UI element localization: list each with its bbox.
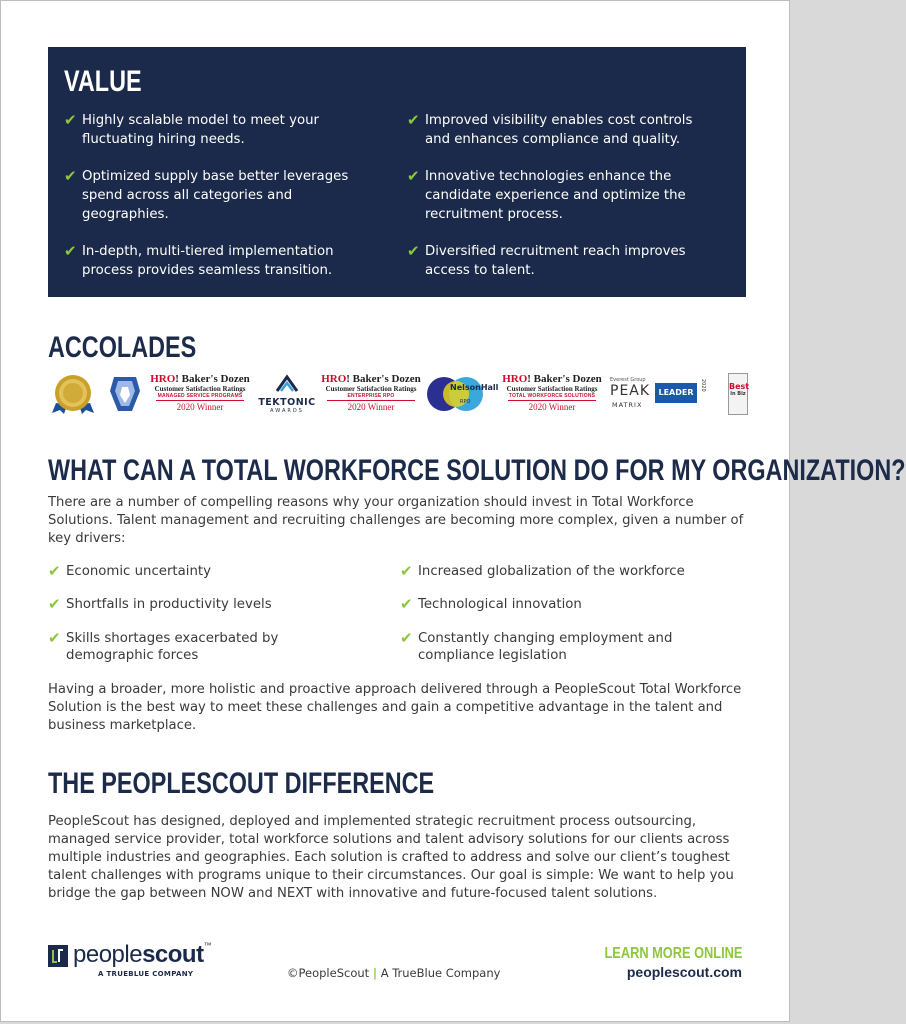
best-in-biz-badge: Best in Biz <box>728 373 748 415</box>
gold-seal-award-icon <box>48 373 98 415</box>
peak-matrix-badge: Everest Group PEAK MATRIX LEADER 2020 <box>610 377 706 409</box>
value-item: ✔ In-depth, multi-tiered implementation process provides seamless transition. <box>64 242 334 278</box>
logo-tagline: A TRUEBLUE COMPANY <box>98 970 194 978</box>
learn-more-label: LEARN MORE ONLINE <box>604 945 742 962</box>
driver-item: ✔ Constantly changing employment and compliance legislation <box>400 629 673 663</box>
checkmark-icon: ✔ <box>407 242 420 260</box>
nelsonhall-badge: NelsonHall RPO <box>426 373 498 415</box>
value-item: ✔ Optimized supply base better leverages spend across all categories and geographies. <box>64 167 349 222</box>
question-intro: There are a number of compelling reasons why your organization should invest in Total Workforce Solutions. Talent management and recruiting challenges are becoming more complex, given a number of key drivers: <box>48 495 744 546</box>
hro-bakers-dozen-badge: HRO! Baker's Dozen Customer Satisfaction Ratings ENTERPRISE RPO 2020 Winner <box>321 373 421 412</box>
leader-tag: LEADER <box>655 383 697 403</box>
peoplescout-logo-icon <box>48 945 68 967</box>
difference-title: THE PEOPLESCOUT DIFFERENCE <box>48 767 435 800</box>
question-title: WHAT CAN A TOTAL WORKFORCE SOLUTION DO FOR MY ORGANIZATION? <box>48 454 906 487</box>
accolades-row <box>48 373 748 415</box>
value-panel <box>48 47 746 297</box>
driver-item: ✔ Skills shortages exacerbated by demographic forces <box>48 629 279 663</box>
accolades-title: ACCOLADES <box>48 331 197 364</box>
website-link[interactable]: peoplescout.com <box>626 964 742 980</box>
checkmark-icon: ✔ <box>48 562 61 580</box>
tektonic-awards-badge: TEKTONIC AWARDS <box>256 373 318 415</box>
driver-item: ✔ Technological innovation <box>400 595 582 613</box>
value-item: ✔ Innovative technologies enhance the candidate experience and optimize the recruitment process. <box>407 167 686 222</box>
checkmark-icon: ✔ <box>400 562 413 580</box>
checkmark-icon: ✔ <box>400 629 413 647</box>
hro-bakers-dozen-badge: HRO! Baker's Dozen Customer Satisfaction Ratings MANAGED SERVICE PROGRAMS 2020 Winner <box>150 373 250 412</box>
checkmark-icon: ✔ <box>48 629 61 647</box>
value-item: ✔ Diversified recruitment reach improves access to talent. <box>407 242 686 278</box>
tektonic-logo-icon <box>267 373 307 393</box>
question-closing: Having a broader, more holistic and proactive approach delivered through a PeopleScout Total Workforce Solution is the best way to meet these challenges and gain a competitive advantage in the talent and business marketplace. <box>48 682 742 733</box>
checkmark-icon: ✔ <box>48 595 61 613</box>
driver-item: ✔ Shortfalls in productivity levels <box>48 595 272 613</box>
driver-item: ✔ Economic uncertainty <box>48 562 211 580</box>
hro-bakers-dozen-badge: HRO! Baker's Dozen Customer Satisfaction Ratings TOTAL WORKFORCE SOLUTIONS 2020 Winner <box>502 373 602 412</box>
value-item: ✔ Improved visibility enables cost controls and enhances compliance and quality. <box>407 111 693 147</box>
value-item: ✔ Highly scalable model to meet your fluctuating hiring needs. <box>64 111 319 147</box>
value-title: VALUE <box>64 65 142 98</box>
stevie-award-icon <box>106 373 144 415</box>
copyright-line: ©PeopleScout | A TrueBlue Company <box>287 966 501 980</box>
checkmark-icon: ✔ <box>64 111 77 129</box>
driver-item: ✔ Increased globalization of the workforce <box>400 562 685 580</box>
checkmark-icon: ✔ <box>407 167 420 185</box>
checkmark-icon: ✔ <box>64 242 77 260</box>
checkmark-icon: ✔ <box>400 595 413 613</box>
difference-body: PeopleScout has designed, deployed and implemented strategic recruitment process outsourcing, managed service provider, total workforce solutions and talent advisory solutions for our clients across multiple industries and geographies. Each solution is crafted to address and solve our client’s toughest talent challenges with programs unique to their circumstances. Our goal is simple: We want to help you bridge the gap between NOW and NEXT with innovative and future-focused talent solutions. <box>48 814 734 901</box>
checkmark-icon: ✔ <box>407 111 420 129</box>
checkmark-icon: ✔ <box>64 167 77 185</box>
peoplescout-logo: peoplescout™ <box>73 941 212 968</box>
